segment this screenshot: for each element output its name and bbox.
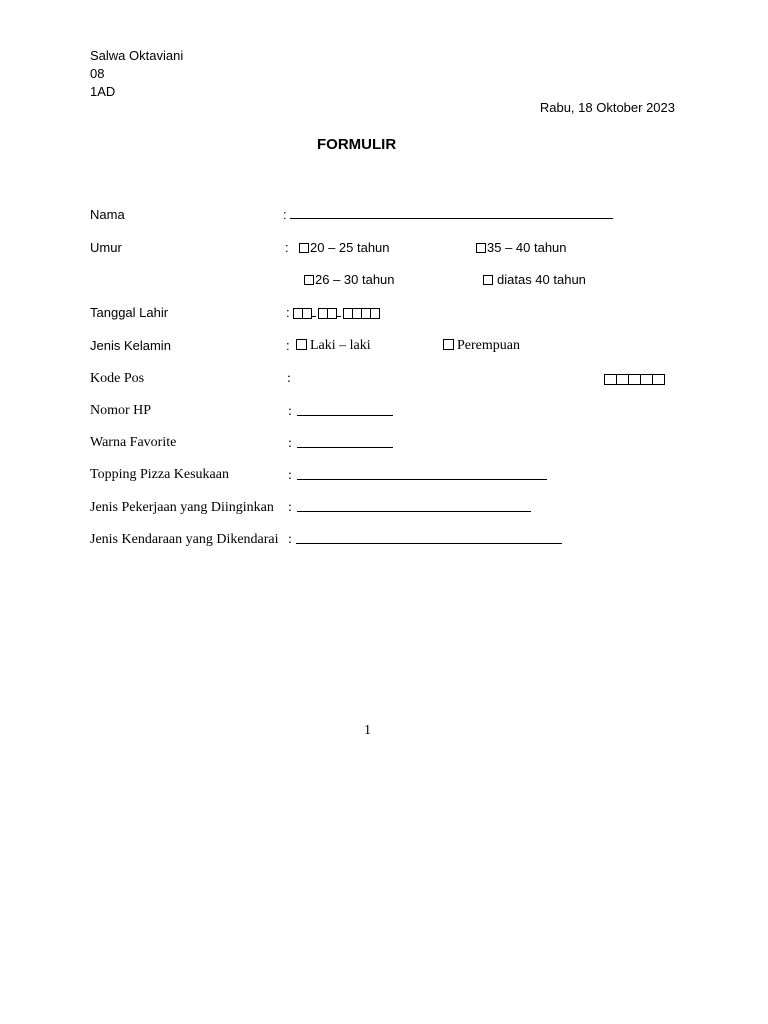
colon-umur: : (285, 240, 289, 255)
label-warna-favorite: Warna Favorite (90, 435, 177, 450)
warna-favorite-input-line[interactable] (297, 435, 393, 451)
topping-pizza-input-line[interactable] (297, 467, 547, 483)
colon-nama: : (283, 207, 287, 222)
form-title: FORMULIR (317, 136, 397, 153)
umur-option-20-25[interactable] (299, 240, 390, 256)
colon-jenis-kelamin: : (286, 338, 290, 353)
umur-option-35-40[interactable] (476, 240, 567, 256)
checkbox-icon[interactable] (299, 243, 309, 253)
colon-nomor-hp: : (288, 404, 292, 419)
document-date: Rabu, 18 Oktober 2023 (539, 100, 675, 115)
option-label: Perempuan (457, 338, 520, 353)
month-boxes[interactable] (318, 307, 336, 323)
colon-tanggal-lahir: : (286, 305, 290, 320)
colon-warna-favorite: : (288, 436, 292, 451)
nama-input-line[interactable] (290, 206, 613, 222)
nomor-hp-input-line[interactable] (297, 403, 393, 419)
student-name: Salwa Oktaviani (90, 48, 184, 63)
checkbox-icon[interactable] (304, 275, 314, 285)
colon-jenis-kendaraan: : (288, 532, 292, 547)
option-label: 35 – 40 tahun (487, 240, 567, 255)
day-boxes[interactable] (293, 307, 311, 323)
option-label: Laki – laki (310, 338, 371, 353)
label-umur: Umur (90, 240, 122, 255)
umur-option-diatas-40[interactable] (483, 272, 586, 288)
option-label: 20 – 25 tahun (310, 240, 390, 255)
jenis-pekerjaan-input-line[interactable] (297, 499, 531, 515)
colon-kode-pos: : (287, 371, 291, 386)
label-topping-pizza: Topping Pizza Kesukaan (90, 467, 229, 482)
gender-option-laki[interactable] (296, 338, 371, 354)
label-jenis-kendaraan: Jenis Kendaraan yang Dikendarai (90, 532, 279, 547)
colon-topping-pizza: : (288, 468, 292, 483)
colon-jenis-pekerjaan: : (288, 500, 292, 515)
student-class: 1AD (90, 84, 116, 99)
checkbox-icon[interactable] (483, 275, 493, 285)
label-jenis-kelamin: Jenis Kelamin (90, 338, 171, 353)
label-nama: Nama (90, 207, 125, 222)
year-boxes[interactable] (343, 307, 379, 323)
label-nomor-hp: Nomor HP (90, 403, 152, 418)
umur-option-26-30[interactable] (304, 272, 395, 288)
page-number: 1 (364, 723, 371, 738)
checkbox-icon[interactable] (476, 243, 486, 253)
option-label: 26 – 30 tahun (315, 272, 395, 287)
checkbox-icon[interactable] (296, 339, 307, 350)
gender-option-perempuan[interactable] (443, 338, 520, 354)
option-label: diatas 40 tahun (497, 272, 586, 287)
kode-pos-boxes[interactable] (604, 372, 664, 389)
label-tanggal-lahir: Tanggal Lahir (90, 305, 169, 320)
label-jenis-pekerjaan: Jenis Pekerjaan yang Diinginkan (90, 500, 274, 515)
label-kode-pos: Kode Pos (90, 371, 145, 386)
checkbox-icon[interactable] (443, 339, 454, 350)
jenis-kendaraan-input-line[interactable] (296, 531, 562, 547)
tanggal-lahir-boxes[interactable] (293, 306, 379, 323)
student-number: 08 (90, 66, 105, 81)
